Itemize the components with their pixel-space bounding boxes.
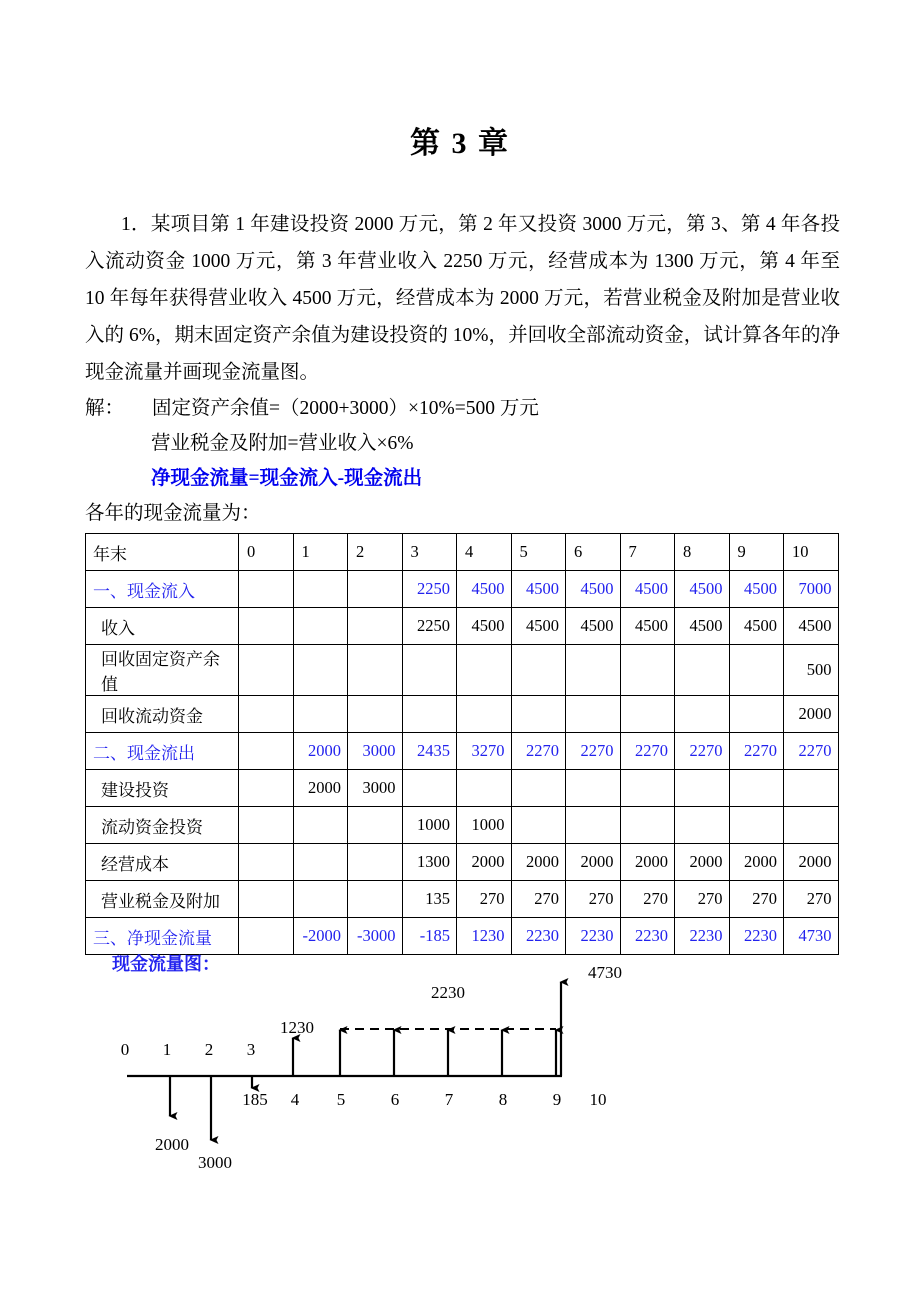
- table-cell: 270: [511, 881, 566, 918]
- table-cell: 7000: [784, 571, 839, 608]
- tick-label-4: 4: [290, 1090, 300, 1109]
- table-cell: 2250: [402, 608, 457, 645]
- table-row: [86, 881, 839, 918]
- table-cell: 4730: [784, 918, 839, 955]
- table-cell: 2230: [675, 918, 730, 955]
- table-cell: 4500: [784, 608, 839, 645]
- value-label-185: 185: [242, 1090, 268, 1109]
- table-header-year: 1: [293, 534, 348, 571]
- tick-label-2: 2: [204, 1040, 214, 1059]
- table-cell: -185: [402, 918, 457, 955]
- table-cell: 4500: [675, 608, 730, 645]
- table-cell: 2000: [784, 696, 839, 733]
- table-row: [86, 645, 839, 696]
- value-label-3000: 3000: [198, 1153, 232, 1172]
- table-cell: 4500: [566, 608, 621, 645]
- table-row-label: 收入: [86, 608, 239, 645]
- table-row-label: 流动资金投资: [86, 807, 239, 844]
- table-cell: [729, 770, 784, 807]
- table-cell: [293, 844, 348, 881]
- table-cell: 4500: [729, 608, 784, 645]
- tick-label-6: 6: [390, 1090, 400, 1109]
- table-cell: 2000: [729, 844, 784, 881]
- table-cell: 2000: [675, 844, 730, 881]
- tick-label-8: 8: [498, 1090, 508, 1109]
- table-header-row: [86, 534, 839, 571]
- solution-formula-1: 固定资产余值=（2000+3000）×10%=500 万元: [152, 398, 539, 419]
- table-cell: 270: [784, 881, 839, 918]
- table-cell: [239, 571, 294, 608]
- table-cell: [457, 770, 512, 807]
- value-label-2230: 2230: [431, 983, 465, 1002]
- table-cell: 500: [784, 645, 839, 696]
- table-cell: [675, 770, 730, 807]
- table-cell: [348, 645, 403, 696]
- value-label-4730: 4730: [588, 963, 622, 982]
- table-cell: [348, 608, 403, 645]
- table-cell: 2230: [566, 918, 621, 955]
- table-cell: [239, 696, 294, 733]
- table-row-label: 回收流动资金: [86, 696, 239, 733]
- table-lead-in: 各年的现金流量为：: [85, 503, 261, 524]
- table-cell: [566, 645, 621, 696]
- table-cell: [239, 608, 294, 645]
- table-header-year: 3: [402, 534, 457, 571]
- tick-label-0: 0: [120, 1040, 130, 1059]
- value-label-1230: 1230: [280, 1018, 314, 1037]
- table-row: [86, 608, 839, 645]
- tick-label-7: 7: [444, 1090, 454, 1109]
- table-header-year: 10: [784, 534, 839, 571]
- table-cell: [457, 696, 512, 733]
- table-cell: [348, 696, 403, 733]
- table-row: [86, 733, 839, 770]
- table-cell: 2270: [784, 733, 839, 770]
- table-cell: 2435: [402, 733, 457, 770]
- table-cell: 2230: [729, 918, 784, 955]
- table-cell: 2000: [293, 733, 348, 770]
- table-row-label: 回收固定资产余值: [86, 645, 239, 696]
- table-cell: 2000: [566, 844, 621, 881]
- table-row-label: 一、现金流入: [86, 571, 239, 608]
- table-cell: [675, 696, 730, 733]
- table-cell: 3270: [457, 733, 512, 770]
- table-cell: [784, 770, 839, 807]
- table-cell: [348, 571, 403, 608]
- table-cell: 3000: [348, 733, 403, 770]
- table-cell: 1300: [402, 844, 457, 881]
- table-cell: 270: [729, 881, 784, 918]
- table-row-label: 三、净现金流量: [86, 918, 239, 955]
- table-cell: 3000: [348, 770, 403, 807]
- table-cell: [620, 807, 675, 844]
- table-cell: 2000: [620, 844, 675, 881]
- table-cell: [511, 807, 566, 844]
- table-cell: 2270: [511, 733, 566, 770]
- table-cell: 2000: [784, 844, 839, 881]
- solution-label: 解：: [85, 398, 125, 419]
- problem-paragraph: 1．某项目第 1 年建设投资 2000 万元，第 2 年又投资 3000 万元，第 3、第 4 年各投入流动资金 1000 万元，第 3 年营业收入 2250 万元，经营成本为 1300 万元，第 4 年至 10 年每年获得营业收入 4500 万元，经营成本为 2000 万元，若营业税金及附加是营业收入的 6%，期末固定资产余值为建设投资的 10%，并回收全部流动资金，试计算各年的净现金流量并画现金流量图。: [85, 214, 840, 383]
- table-cell: 2270: [729, 733, 784, 770]
- table-cell: [293, 645, 348, 696]
- table-cell: 270: [457, 881, 512, 918]
- table-cell: [239, 770, 294, 807]
- table-cell: 4500: [729, 571, 784, 608]
- table-row-label: 建设投资: [86, 770, 239, 807]
- table-cell: [239, 645, 294, 696]
- table-header-year: 7: [620, 534, 675, 571]
- table-cell: 4500: [511, 608, 566, 645]
- table-cell: [239, 918, 294, 955]
- table-cell: [293, 571, 348, 608]
- table-cell: 4500: [620, 571, 675, 608]
- table-row: [86, 696, 839, 733]
- table-cell: [457, 645, 512, 696]
- table-cell: 270: [566, 881, 621, 918]
- table-row: [86, 770, 839, 807]
- solution-line-2: 营业税金及附加=营业收入×6%: [151, 433, 414, 454]
- table-cell: 4500: [620, 608, 675, 645]
- table-cell: [566, 807, 621, 844]
- table-cell: [675, 645, 730, 696]
- table-cell: [239, 807, 294, 844]
- table-cell: [620, 696, 675, 733]
- table-cell: [239, 733, 294, 770]
- table-cell: 2230: [620, 918, 675, 955]
- table-cell: 2000: [511, 844, 566, 881]
- table-cell: [729, 696, 784, 733]
- table-cell: [784, 807, 839, 844]
- table-row-label: 经营成本: [86, 844, 239, 881]
- table-cell: 1230: [457, 918, 512, 955]
- solution-line-1: [85, 391, 840, 426]
- table-row-label: 二、现金流出: [86, 733, 239, 770]
- table-cell: [402, 696, 457, 733]
- table-cell: 4500: [457, 608, 512, 645]
- table-cell: [293, 807, 348, 844]
- table-cell: [511, 696, 566, 733]
- tick-label-3: 3: [246, 1040, 256, 1059]
- table-cell: 270: [620, 881, 675, 918]
- table-cell: [729, 645, 784, 696]
- table-cell: [348, 807, 403, 844]
- table-row: [86, 844, 839, 881]
- table-cell: [511, 770, 566, 807]
- table-cell: [566, 770, 621, 807]
- table-cell: 1000: [457, 807, 512, 844]
- table-cell: -3000: [348, 918, 403, 955]
- table-cell: [293, 881, 348, 918]
- table-cell: [348, 844, 403, 881]
- table-cell: [239, 844, 294, 881]
- table-cell: [348, 881, 403, 918]
- table-cell: 2270: [620, 733, 675, 770]
- table-cell: [402, 770, 457, 807]
- table-header-year: 0: [239, 534, 294, 571]
- table-cell: [620, 645, 675, 696]
- table-cell: [511, 645, 566, 696]
- table-header-year: 4: [457, 534, 512, 571]
- cash-flow-table-body: [86, 534, 839, 955]
- table-header-label: 年末: [86, 534, 239, 571]
- table-cell: 2000: [457, 844, 512, 881]
- table-cell: 2250: [402, 571, 457, 608]
- cash-flow-diagram: [85, 950, 845, 1180]
- page-title: 第 3 章: [410, 127, 510, 160]
- table-cell: 2230: [511, 918, 566, 955]
- table-cell: [729, 807, 784, 844]
- table-cell: 2270: [675, 733, 730, 770]
- table-cell: [293, 608, 348, 645]
- table-cell: [675, 807, 730, 844]
- table-row: [86, 807, 839, 844]
- table-cell: [239, 881, 294, 918]
- tick-label-9: 9: [552, 1090, 562, 1109]
- body-text-block: [85, 206, 840, 532]
- diagram-caption: 现金流量图：: [112, 954, 220, 974]
- value-label-2000: 2000: [155, 1135, 189, 1154]
- table-header-year: 2: [348, 534, 403, 571]
- table-cell: 4500: [457, 571, 512, 608]
- table-cell: 135: [402, 881, 457, 918]
- table-cell: [402, 645, 457, 696]
- table-cell: 1000: [402, 807, 457, 844]
- table-cell: 2270: [566, 733, 621, 770]
- tick-label-10: 10: [589, 1090, 607, 1109]
- table-header-year: 5: [511, 534, 566, 571]
- solution-line-3-highlight: 净现金流量=现金流入-现金流出: [151, 468, 423, 489]
- table-cell: [293, 696, 348, 733]
- cash-flow-timeline-svg: [85, 950, 845, 1180]
- tick-label-5: 5: [336, 1090, 346, 1109]
- table-cell: 270: [675, 881, 730, 918]
- table-cell: 2000: [293, 770, 348, 807]
- table-cell: [566, 696, 621, 733]
- table-cell: 4500: [511, 571, 566, 608]
- table-cell: 4500: [566, 571, 621, 608]
- table-cell: -2000: [293, 918, 348, 955]
- table-row: [86, 571, 839, 608]
- table-row-label: 营业税金及附加: [86, 881, 239, 918]
- table-cell: [620, 770, 675, 807]
- cash-flow-table: [85, 533, 839, 955]
- table-cell: 4500: [675, 571, 730, 608]
- table-row: [86, 918, 839, 955]
- tick-label-1: 1: [162, 1040, 172, 1059]
- table-header-year: 6: [566, 534, 621, 571]
- table-header-year: 9: [729, 534, 784, 571]
- table-header-year: 8: [675, 534, 730, 571]
